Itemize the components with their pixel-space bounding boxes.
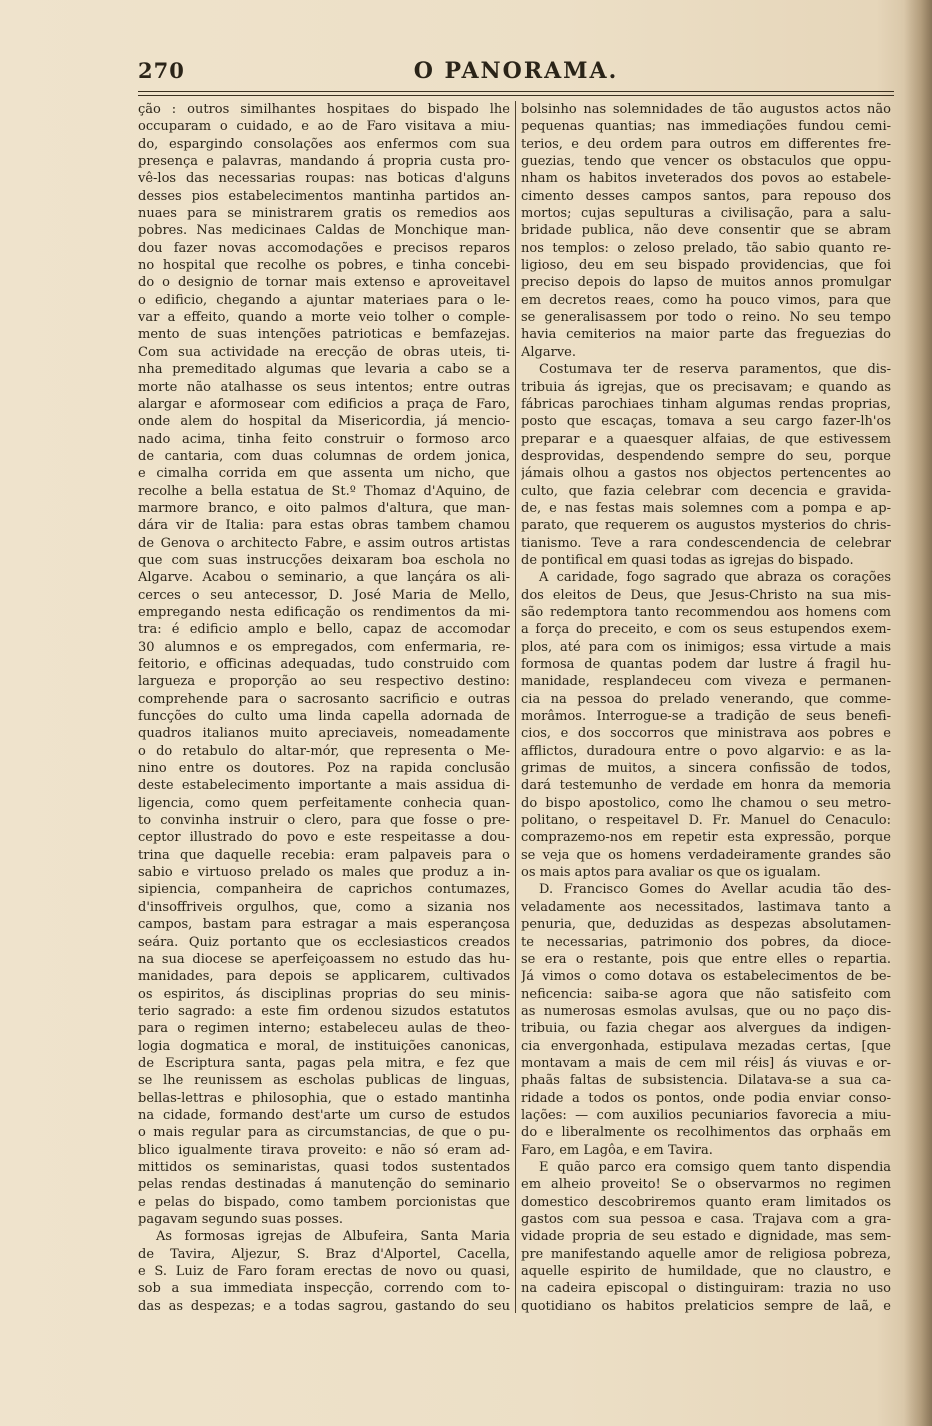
text-line: phaãs faltas de subsistencia. Dilatava-se a sua ca- bbox=[521, 1073, 891, 1089]
text-line: comprazemo-nos em repetir esta expressão, porque bbox=[521, 830, 891, 846]
text-line: na cadeira episcopal o distinguiram: trazia no uso bbox=[521, 1281, 891, 1297]
text-line: sob a sua immediata inspecção, correndo com to- bbox=[138, 1281, 510, 1297]
right-column bbox=[521, 101, 891, 1316]
text-line: ligioso, deu em seu bispado providencias, que foi bbox=[521, 258, 891, 274]
text-line: funcções do culto uma linda capella adornada de bbox=[138, 709, 510, 725]
text-line: deste estabelecimento importante a mais assidua di- bbox=[138, 778, 510, 794]
text-line: desprovidas, despendendo sempre do seu, porque bbox=[521, 448, 891, 464]
text-line: culto, que fazia celebrar com decencia e gravida- bbox=[521, 483, 891, 499]
text-line: formosa de quantas podem dar lustre á fragil hu- bbox=[521, 657, 891, 672]
text-line: manidade, resplandeceu com viveza e permanen- bbox=[521, 674, 891, 690]
text-line: nino entre os doutores. Poz na rapida conclusão bbox=[138, 761, 510, 777]
text-line: recolhe a bella estatua de St.º Thomaz d'Aquino, de bbox=[138, 483, 510, 499]
text-line: mortos; cujas sepulturas a civilisação, para a salu- bbox=[521, 206, 891, 222]
text-line: penuria, que, deduzidas as despezas absolutamen- bbox=[521, 917, 891, 933]
text-line: As formosas igrejas de Albufeira, Santa Maria bbox=[156, 1229, 510, 1245]
text-line: Algarve. bbox=[521, 344, 577, 360]
text-line: são redemptora tanto recommendou aos homens com bbox=[521, 604, 891, 620]
text-line: dará testemunho de verdade em honra da memoria bbox=[521, 778, 891, 794]
text-line: trina que daquelle recebia: eram palpaveis para o bbox=[138, 847, 510, 863]
text-line: Já vimos o como dotava os estabelecimentos de be- bbox=[521, 969, 891, 985]
text-line: se era o restante, pois que entre elles o repartia. bbox=[521, 951, 891, 967]
text-line: veladamente aos necessitados, lastimava tanto a bbox=[521, 899, 891, 915]
text-line: ção : outros similhantes hospitaes do bispado lhe bbox=[138, 102, 510, 117]
text-line: do o designio de tornar mais extenso e aproveitavel bbox=[138, 275, 510, 291]
text-line: na sua diocese se aperfeiçoassem no estudo das hu- bbox=[138, 951, 510, 967]
text-line: o do retabulo do altar-mór, que representa o Me- bbox=[138, 743, 510, 759]
text-line: lações: — com auxilios pecuniarios favorecia a miu- bbox=[521, 1107, 891, 1123]
text-line: bellas-lettras e philosophia, que o estado mantinha bbox=[138, 1090, 510, 1106]
text-line: mento de suas intenções patrioticas e bemfazejas. bbox=[138, 327, 510, 343]
text-line: o mais regular para as circumstancias, de que o pu- bbox=[138, 1125, 510, 1141]
text-line: quotidiano os habitos prelaticios sempre de laã, e bbox=[521, 1298, 891, 1314]
text-line: preciso depois do lapso de muitos annos promulgar bbox=[521, 275, 891, 291]
text-line: se generalisassem por todo o reino. No seu tempo bbox=[521, 310, 891, 326]
text-line: tianismo. Teve a rara condescendencia de celebrar bbox=[521, 535, 891, 551]
text-line: 30 alumnos e os empregados, com enfermaria, re- bbox=[138, 639, 510, 655]
text-line: terio sagrado: a este fim ordenou sizudos estatutos bbox=[138, 1003, 510, 1019]
text-line: em decretos reaes, como ha pouco vimos, para que bbox=[521, 292, 891, 308]
text-line: quadros italianos muito apreciaveis, nomeadamente bbox=[138, 726, 510, 742]
text-line: parato, que requerem os augustos mysterios do chris- bbox=[521, 518, 891, 534]
text-line: neficencia: saiba-se agora que não satisfeito com bbox=[521, 986, 891, 1002]
text-line: sabio e virtuoso prelado os males que produz a in- bbox=[138, 865, 510, 881]
text-line: politano, o respeitavel D. Fr. Manuel do Cenaculo: bbox=[521, 813, 891, 829]
running-title: O PANORAMA. bbox=[413, 58, 619, 84]
header-rule bbox=[138, 91, 894, 92]
text-line: dos eleitos de Deus, que Jesus-Christo na sua mis- bbox=[521, 587, 891, 603]
text-line: fábricas parochiaes tinham algumas rendas proprias, bbox=[521, 396, 891, 412]
text-line: das as despezas; e a todas sagrou, gastando do seu bbox=[138, 1298, 510, 1314]
text-line: var a effeito, quando a morte veio tolher o comple- bbox=[138, 310, 510, 326]
text-line: logia dogmatica e moral, de instituições canonicas, bbox=[138, 1038, 510, 1054]
text-line: A caridade, fogo sagrado que abraza os corações bbox=[539, 570, 891, 586]
text-line: dou fazer novas accomodações e precisos reparos bbox=[138, 240, 510, 256]
text-line: ceptor illustrado do povo e este respeitasse a dou- bbox=[138, 830, 510, 846]
text-line: os mais aptos para avaliar os que os igualam. bbox=[521, 865, 821, 881]
text-line: pobres. Nas medicinaes Caldas de Monchique man- bbox=[138, 223, 510, 239]
text-line: vidade propria de seu estado e dignidade, mas sem- bbox=[521, 1229, 891, 1245]
text-line: afflictos, duradoura entre o povo algarvio: e as la- bbox=[521, 743, 891, 759]
text-line: Algarve. Acabou o seminario, a que lançára os ali- bbox=[138, 570, 510, 586]
text-line: os espiritos, ás disciplinas proprias do seu minis- bbox=[138, 986, 510, 1002]
text-line: nos templos: o zeloso prelado, tão sabio quanto re- bbox=[521, 240, 891, 256]
text-line: nado acima, tinha feito construir o formoso arco bbox=[138, 431, 510, 447]
text-line: se lhe reunissem as escholas publicas de linguas, bbox=[138, 1073, 510, 1089]
text-line: gastos com sua pessoa e casa. Trajava com a gra- bbox=[521, 1212, 891, 1227]
text-line: ligencia, como quem perfeitamente conhecia quan- bbox=[138, 795, 510, 811]
text-line: bolsinho nas solemnidades de tão augustos actos não bbox=[521, 102, 891, 117]
text-line: Faro, em Lagôa, e em Tavira. bbox=[521, 1142, 713, 1158]
text-line: preparar e a quaesquer alfaias, de que estivessem bbox=[521, 431, 891, 447]
text-line: se veja que os homens verdadeiramente grandes são bbox=[521, 847, 891, 863]
text-line: tribuia, ou fazia chegar aos alvergues da indigen- bbox=[521, 1021, 891, 1037]
text-line: blico igualmente tirava proveito: e não só eram ad- bbox=[138, 1142, 510, 1158]
text-line: do, espargindo consolações aos enfermos com sua bbox=[138, 136, 510, 152]
text-line: D. Francisco Gomes do Avellar acudia tão des- bbox=[539, 882, 891, 898]
text-line: occuparam o cuidado, e ao de Faro visitava a miu- bbox=[138, 119, 510, 135]
text-line: plos, até para com os inimigos; essa virtude a mais bbox=[521, 639, 891, 655]
text-line: as numerosas esmolas avulsas, que ou no paço dis- bbox=[521, 1003, 891, 1019]
text-line: d'insoffriveis orgulhos, que, como a sizania nos bbox=[138, 899, 510, 915]
text-line: to convinha instruir o clero, para que fosse o pre- bbox=[138, 813, 510, 829]
text-line: tribuia ás igrejas, que os precisavam; e quando as bbox=[521, 379, 891, 395]
text-line: cerces o seu antecessor, D. José Maria de Mello, bbox=[138, 587, 510, 603]
text-line: marmore branco, e oito palmos d'altura, que man- bbox=[138, 500, 510, 516]
text-line: feitorio, e officinas adequadas, tudo construido com bbox=[138, 657, 510, 672]
header-rule-thin bbox=[138, 95, 894, 96]
text-line: presença e palavras, mandando á propria custa pro- bbox=[138, 154, 510, 170]
text-line: alargar e aformosear com edificios a praça de Faro, bbox=[138, 396, 510, 412]
left-column bbox=[138, 101, 510, 1316]
text-line: onde alem do hospital da Misericordia, já mencio- bbox=[138, 414, 510, 430]
text-line: largueza e proporção ao seu respectivo destino: bbox=[138, 674, 510, 690]
text-line: ridade a todos os pontos, onde podia enviar conso- bbox=[521, 1090, 891, 1106]
text-line: pequenas quantias; nas immediações fundou cemi- bbox=[521, 119, 891, 135]
text-line: nuaes para se ministrarem gratis os remedios aos bbox=[138, 206, 510, 222]
text-line: campos, bastam para estragar a mais esperançosa bbox=[138, 917, 510, 933]
text-line: cia envergonhada, estipulava mezadas certas, [que bbox=[521, 1038, 891, 1054]
page-header bbox=[138, 58, 894, 88]
text-line: cios, e dos soccorros que ministrava aos pobres e bbox=[521, 726, 891, 742]
text-line: na cidade, formando dest'arte um curso de estudos bbox=[138, 1107, 510, 1123]
text-line: em alheio proveito! Se o observarmos no regimen bbox=[521, 1177, 891, 1193]
text-line: tra: é edificio amplo e bello, capaz de accomodar bbox=[138, 622, 510, 638]
text-line: de, e nas festas mais solemnes com a pompa e ap- bbox=[521, 500, 891, 516]
text-line: e S. Luiz de Faro foram erectas de novo ou quasi, bbox=[138, 1264, 510, 1280]
text-line: comprehende para o sacrosanto sacrificio e outras bbox=[138, 691, 510, 707]
text-line: para o regimen interno; estabeleceu aulas de theo- bbox=[138, 1021, 510, 1037]
text-line: no hospital que recolhe os pobres, e tinha concebi- bbox=[138, 258, 510, 274]
page-number: 270 bbox=[138, 58, 185, 83]
text-line: bridade publica, não deve consentir que se abram bbox=[521, 223, 891, 239]
text-line: havia cemiterios na maior parte das freguezias do bbox=[521, 327, 891, 343]
text-line: e cimalha corrida em que assenta um nicho, que bbox=[138, 466, 510, 482]
text-line: de cantaria, com duas columnas de ordem jonica, bbox=[138, 448, 510, 464]
text-line: grimas de muitos, a sincera confissão de todos, bbox=[521, 761, 891, 777]
text-line: vê-los das necessarias roupas: nas boticas d'alguns bbox=[138, 171, 510, 187]
text-line: te necessarias, patrimonio dos pobres, da dioce- bbox=[521, 934, 891, 950]
text-line: e pelas do bispado, como tambem porcionistas que bbox=[138, 1194, 510, 1210]
text-line: sipiencia, companheira de caprichos contumazes, bbox=[138, 882, 510, 898]
text-line: de pontifical em quasi todas as igrejas do bispado. bbox=[521, 552, 854, 568]
text-line: o edificio, chegando a ajuntar materiaes para o le- bbox=[138, 292, 510, 308]
text-line: aquelle espirito de humildade, que no claustro, e bbox=[521, 1264, 891, 1280]
text-line: de Genova o architecto Fabre, e assim outros artistas bbox=[138, 535, 510, 551]
text-line: do e liberalmente os recolhimentos das orphaãs em bbox=[521, 1125, 891, 1141]
text-line: do bispo apostolico, como lhe chamou o seu metro- bbox=[521, 795, 891, 811]
text-line: seára. Quiz portanto que os ecclesiasticos creados bbox=[138, 934, 510, 950]
text-line: pelas rendas destinadas á manutenção do seminario bbox=[138, 1177, 510, 1193]
text-line: domestico descobriremos quanto eram limitados os bbox=[521, 1194, 891, 1210]
text-line: empregando nesta edificação os rendimentos da mi- bbox=[138, 604, 510, 620]
text-line: dára vir de Italia: para estas obras tambem chamou bbox=[138, 518, 510, 534]
text-line: morte não atalhasse os seus intentos; entre outras bbox=[138, 379, 510, 395]
text-line: Costumava ter de reserva paramentos, que dis- bbox=[539, 362, 891, 378]
column-divider bbox=[515, 101, 516, 1313]
text-line: nham os habitos inveterados dos povos ao estabele- bbox=[521, 171, 891, 187]
text-line: desses pios estabelecimentos mantinha partidos an- bbox=[138, 188, 510, 204]
text-line: terios, e deu ordem para outros em differentes fre- bbox=[521, 136, 891, 152]
text-line: Com sua actividade na erecção de obras uteis, ti- bbox=[138, 344, 510, 360]
text-line: a força do preceito, e com os seus estupendos exem- bbox=[521, 622, 891, 638]
text-line: cimento desses campos santos, para repouso dos bbox=[521, 188, 891, 204]
text-line: de Tavira, Aljezur, S. Braz d'Alportel, Cacella, bbox=[138, 1246, 510, 1262]
binding-shadow bbox=[904, 0, 932, 1426]
text-line: posto que escaças, tomava a seu cargo fazer-lh'os bbox=[521, 414, 891, 430]
text-line: manidades, para depois se applicarem, cultivados bbox=[138, 969, 510, 985]
text-line: cia na pessoa do prelado venerando, que comme- bbox=[521, 691, 891, 707]
text-line: pre manifestando aquelle amor de religiosa pobreza, bbox=[521, 1246, 891, 1262]
text-line: jámais olhou a gastos nos objectos pertencentes ao bbox=[521, 466, 891, 482]
text-line: de Escriptura santa, pagas pela mitra, e fez que bbox=[138, 1055, 510, 1071]
text-line: montavam a mais de cem mil réis] ás viuvas e or- bbox=[521, 1055, 891, 1071]
text-line: mittidos os seminaristas, quasi todos sustentados bbox=[138, 1159, 510, 1175]
text-line: morâmos. Interrogue-se a tradição de seus benefi- bbox=[521, 709, 891, 725]
text-line: guezias, tendo que vencer os obstaculos que oppu- bbox=[521, 154, 891, 170]
text-line: pagavam segundo suas posses. bbox=[138, 1212, 343, 1227]
text-line: nha premeditado algumas que levaria a cabo se a bbox=[138, 362, 510, 378]
text-line: E quão parco era comsigo quem tanto dispendia bbox=[539, 1159, 891, 1175]
text-line: que com suas instrucções deixaram boa eschola no bbox=[138, 552, 510, 568]
